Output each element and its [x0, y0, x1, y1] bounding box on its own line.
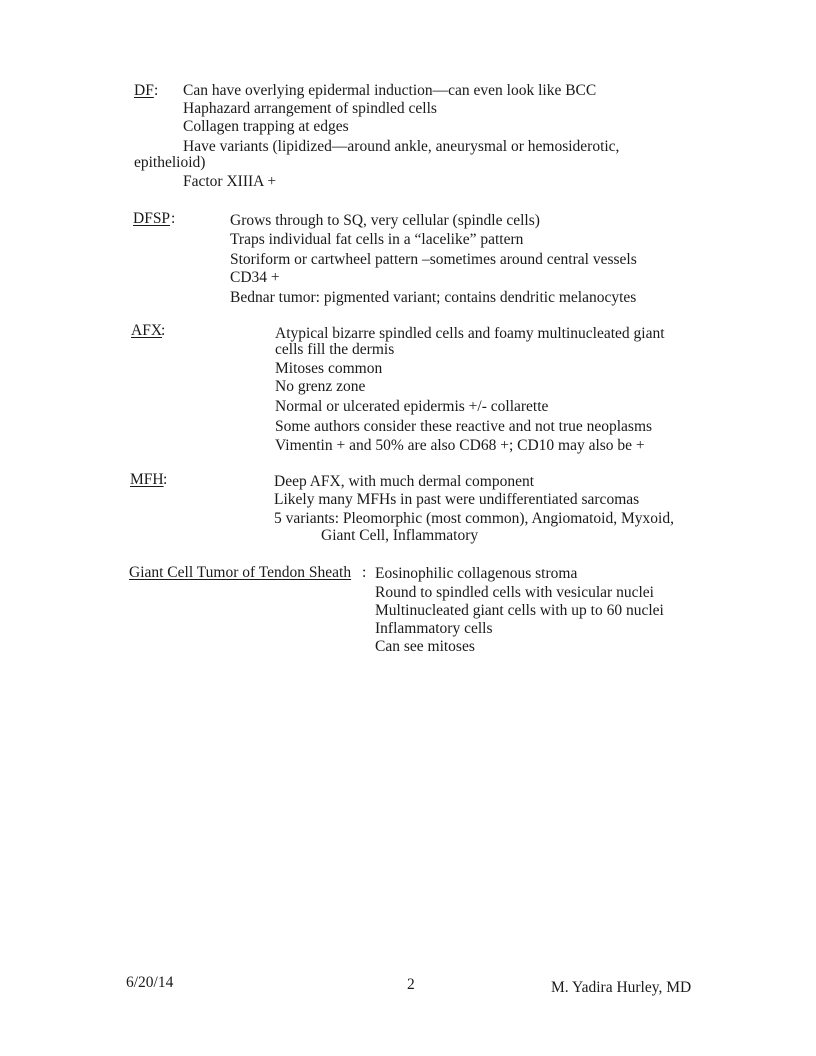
- df-line: Haphazard arrangement of spindled cells: [183, 100, 437, 117]
- afx-line: Mitoses common: [275, 360, 383, 377]
- afx-line: Some authors consider these reactive and not true neoplasms: [275, 418, 653, 435]
- term-colon: :: [161, 322, 166, 339]
- gctts-line: Inflammatory cells: [375, 620, 493, 637]
- df-line: Collagen trapping at edges: [183, 118, 349, 135]
- term-colon: :: [154, 82, 159, 99]
- footer-date: 6/20/14: [126, 974, 174, 991]
- term-gctts: Giant Cell Tumor of Tendon Sheath: [129, 564, 352, 581]
- df-line: Have variants (lipidized—around ankle, aneurysmal or hemosiderotic,: [183, 138, 620, 155]
- dfsp-line: Traps individual fat cells in a “lacelike” pattern: [230, 231, 524, 248]
- term-colon: :: [171, 210, 176, 227]
- afx-line: No grenz zone: [275, 378, 366, 395]
- df-line: epithelioid): [134, 154, 206, 171]
- mfh-line: Giant Cell, Inflammatory: [321, 527, 479, 544]
- mfh-line: 5 variants: Pleomorphic (most common), Angiomatoid, Myxoid,: [274, 510, 674, 527]
- term-mfh: MFH: [130, 471, 164, 488]
- term-colon: :: [163, 471, 168, 488]
- dfsp-line: CD34 +: [230, 269, 280, 286]
- afx-line: cells fill the dermis: [275, 341, 395, 358]
- term-afx: AFX: [131, 322, 163, 339]
- dfsp-line: Storiform or cartwheel pattern –sometimes around central vessels: [230, 251, 637, 268]
- df-line: Can have overlying epidermal induction—can even look like BCC: [183, 82, 597, 99]
- footer-page-number: 2: [407, 976, 415, 993]
- mfh-line: Deep AFX, with much dermal component: [274, 473, 535, 490]
- afx-line: Normal or ulcerated epidermis +/- collarette: [275, 398, 549, 415]
- dfsp-line: Bednar tumor: pigmented variant; contains dendritic melanocytes: [230, 289, 637, 306]
- afx-line: Atypical bizarre spindled cells and foamy multinucleated giant: [275, 325, 665, 342]
- gctts-line: Multinucleated giant cells with up to 60 nuclei: [375, 602, 664, 619]
- term-dfsp: DFSP: [133, 210, 171, 227]
- afx-line: Vimentin + and 50% are also CD68 +; CD10 may also be +: [275, 437, 645, 454]
- term-colon: :: [362, 564, 367, 581]
- term-df: DF: [134, 82, 154, 99]
- footer-author: M. Yadira Hurley, MD: [551, 979, 692, 996]
- mfh-line: Likely many MFHs in past were undifferentiated sarcomas: [274, 491, 640, 508]
- gctts-line: Eosinophilic collagenous stroma: [375, 565, 578, 582]
- df-line: Factor XIIIA +: [183, 173, 277, 190]
- dfsp-line: Grows through to SQ, very cellular (spindle cells): [230, 212, 540, 229]
- gctts-line: Round to spindled cells with vesicular nuclei: [375, 584, 654, 601]
- gctts-line: Can see mitoses: [375, 638, 475, 655]
